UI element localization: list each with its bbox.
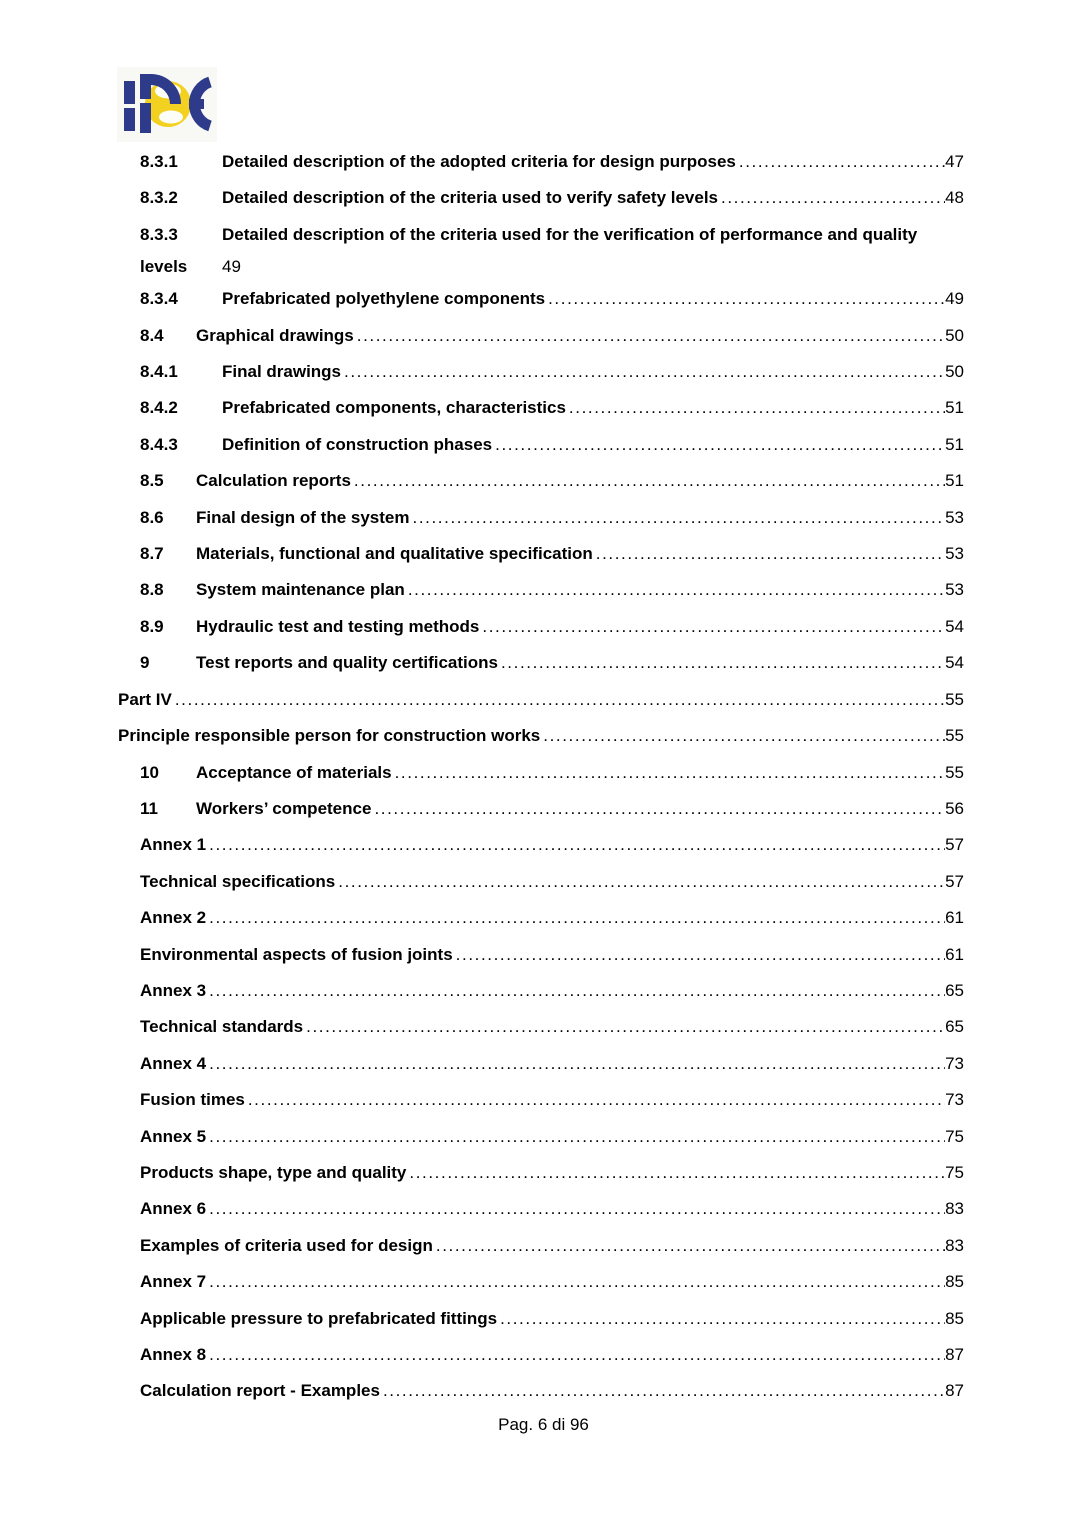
toc-entry[interactable] — [118, 791, 964, 827]
iip-logo — [117, 67, 217, 142]
dot-leader — [548, 281, 945, 317]
dot-leader — [395, 755, 945, 791]
toc-entry-title: Annex 8 — [140, 1345, 207, 1364]
dot-leader — [357, 318, 945, 354]
dot-leader — [596, 536, 945, 572]
toc-entry[interactable] — [118, 180, 964, 216]
dot-leader — [306, 1009, 945, 1045]
dot-leader — [338, 864, 945, 900]
toc-entry-page: 83 — [945, 1199, 964, 1219]
toc-entry-title: Fusion times — [140, 1090, 245, 1110]
dot-leader — [209, 1337, 945, 1373]
toc-entry-title: Prefabricated polyethylene components — [222, 289, 546, 309]
toc-entry-number: 8.7 — [140, 544, 164, 564]
toc-entry[interactable] — [118, 463, 964, 499]
toc-entry-page: 57 — [945, 871, 964, 891]
toc-entry-page: 53 — [945, 580, 964, 600]
toc-entry-page: 57 — [945, 835, 964, 855]
toc-entry-title: Definition of construction phases — [222, 434, 493, 454]
toc-entry-page: 56 — [945, 798, 964, 818]
toc-entry-page: 51 — [945, 434, 964, 454]
toc-entry-page: 61 — [945, 908, 964, 928]
toc-entry-page: 53 — [945, 507, 964, 527]
dot-leader — [408, 572, 945, 608]
toc-entry-title: Annex 3 — [140, 980, 207, 1000]
toc-entry-page: 83 — [945, 1235, 964, 1255]
toc-entry-title: Environmental aspects of fusion joints — [140, 944, 453, 964]
dot-leader — [501, 645, 945, 681]
toc-entry-page: 75 — [945, 1126, 964, 1146]
toc-entry-page: 65 — [945, 980, 964, 1000]
dot-leader — [482, 609, 945, 645]
toc-entry-number: levels — [140, 257, 188, 277]
toc-entry-title: 49 — [222, 257, 241, 277]
toc-entry-number: 8.8 — [140, 580, 164, 600]
toc-entry[interactable] — [118, 1264, 964, 1300]
toc-entry[interactable] — [118, 827, 964, 863]
table-of-contents — [118, 144, 964, 1410]
toc-entry-title: Annex 6 — [140, 1199, 207, 1219]
toc-entry-title: Materials, functional and qualitative specification — [196, 544, 593, 564]
toc-entry-number: 8.4.2 — [140, 398, 178, 418]
toc-entry[interactable] — [118, 1155, 964, 1191]
toc-entry[interactable] — [118, 536, 964, 572]
dot-leader — [543, 718, 945, 754]
dot-leader — [721, 180, 945, 216]
toc-entry[interactable] — [118, 937, 964, 973]
dot-leader — [500, 1301, 945, 1337]
dot-leader — [739, 144, 945, 180]
toc-entry-title: System maintenance plan — [196, 580, 405, 600]
toc-entry-number: 9 — [140, 653, 150, 673]
toc-entry-page: 87 — [945, 1345, 964, 1364]
toc-entry-page: 55 — [945, 762, 964, 782]
toc-entry[interactable] — [118, 1046, 964, 1082]
toc-entry[interactable] — [118, 645, 964, 681]
dot-leader — [209, 1119, 945, 1155]
toc-entry-title: Workers’ competence — [196, 798, 372, 818]
dot-leader — [569, 390, 945, 426]
toc-entry[interactable] — [118, 390, 964, 426]
toc-entry-title: Annex 5 — [140, 1126, 207, 1146]
toc-entry[interactable] — [118, 500, 964, 536]
toc-entry-title: Annex 7 — [140, 1272, 207, 1292]
toc-entry-page: 65 — [945, 1017, 964, 1037]
toc-entry-page: 51 — [945, 471, 964, 491]
dot-leader — [209, 827, 945, 863]
toc-entry[interactable] — [118, 1191, 964, 1227]
dot-leader — [209, 973, 945, 1009]
toc-entry-title: Detailed description of the criteria used for the verification of performance and quality — [222, 224, 918, 244]
toc-entry-number: 11 — [140, 798, 158, 818]
dot-leader — [209, 900, 945, 936]
dot-leader — [248, 1082, 945, 1118]
toc-entry-page: 50 — [945, 362, 964, 382]
toc-entry-page: 55 — [945, 689, 964, 709]
toc-entry-number: 8.3.3 — [140, 224, 178, 244]
toc-entry-title: Calculation report - Examples — [140, 1381, 380, 1401]
toc-entry-page: 53 — [945, 544, 964, 564]
toc-entry[interactable] — [118, 718, 964, 754]
toc-entry-page: 54 — [945, 653, 964, 673]
toc-entry-page: 61 — [945, 944, 964, 964]
toc-entry-number: 8.9 — [140, 616, 164, 636]
toc-entry[interactable] — [118, 427, 964, 463]
toc-entry-page: 85 — [945, 1272, 964, 1292]
toc-entry-title: Acceptance of materials — [196, 762, 392, 782]
toc-entry-page: 49 — [945, 289, 964, 309]
toc-entry-page: 73 — [945, 1090, 964, 1110]
dot-leader — [344, 354, 945, 390]
toc-entry[interactable] — [118, 144, 964, 180]
iip-logo-icon — [117, 67, 217, 142]
toc-entry-number: 8.4.3 — [140, 434, 178, 454]
toc-entry-title: Part IV — [118, 689, 172, 709]
dot-leader — [354, 463, 945, 499]
toc-entry-title: Prefabricated components, characteristics — [222, 398, 566, 418]
toc-entry[interactable] — [118, 864, 964, 900]
toc-entry-number: 8.6 — [140, 507, 164, 527]
toc-entry-title: Principle responsible person for construction works — [118, 726, 541, 746]
toc-entry-title: Final design of the system — [196, 507, 410, 527]
toc-entry-title: Technical specifications — [140, 871, 336, 891]
toc-entry-page: 47 — [945, 152, 964, 171]
toc-entry-title: Test reports and quality certifications — [196, 653, 498, 673]
dot-leader — [209, 1264, 945, 1300]
toc-entry[interactable] — [118, 217, 964, 253]
toc-entry[interactable] — [118, 1119, 964, 1155]
toc-entry-number: 8.3.2 — [140, 188, 178, 208]
toc-entry-number: 10 — [140, 762, 159, 782]
toc-entry[interactable] — [118, 281, 964, 317]
toc-entry-page: 73 — [945, 1053, 964, 1073]
toc-entry-page: 51 — [945, 398, 964, 418]
toc-entry[interactable] — [118, 1228, 964, 1264]
toc-entry-title: Calculation reports — [196, 471, 351, 491]
toc-entry-page: 50 — [945, 325, 964, 345]
toc-entry-page: 75 — [945, 1162, 964, 1182]
toc-entry[interactable] — [118, 609, 964, 645]
dot-leader — [209, 1191, 945, 1227]
toc-entry[interactable] — [118, 1009, 964, 1045]
toc-entry-title: Annex 1 — [140, 835, 207, 855]
toc-entry[interactable] — [118, 755, 964, 791]
dot-leader — [374, 791, 945, 827]
toc-entry-page: 85 — [945, 1308, 964, 1328]
toc-entry-title: Final drawings — [222, 362, 342, 382]
toc-entry-number: 8.4.1 — [140, 362, 178, 382]
toc-entry[interactable] — [118, 1373, 964, 1409]
dot-leader — [175, 682, 945, 718]
dot-leader — [413, 500, 946, 536]
toc-entry-number: 8.3.4 — [140, 289, 178, 309]
toc-entry-title: Annex 2 — [140, 908, 207, 928]
toc-entry[interactable] — [118, 1301, 964, 1337]
toc-entry-title: Annex 4 — [140, 1053, 207, 1073]
toc-entry-title: Detailed description of the adopted criteria for design purposes — [222, 152, 736, 171]
toc-entry-page: 54 — [945, 616, 964, 636]
toc-entry-page: 48 — [945, 188, 964, 208]
toc-entry-title: Detailed description of the criteria used to verify safety levels — [222, 188, 719, 208]
toc-entry[interactable] — [118, 1337, 964, 1373]
toc-entry-number: 8.3.1 — [140, 152, 178, 171]
dot-leader — [456, 937, 945, 973]
toc-entry-title: Graphical drawings — [196, 325, 354, 345]
toc-entry[interactable] — [118, 682, 964, 718]
toc-entry[interactable] — [118, 973, 964, 1009]
toc-entry-page: 55 — [945, 726, 964, 746]
toc-entry[interactable] — [118, 1082, 964, 1118]
toc-entry-title: Products shape, type and quality — [140, 1162, 407, 1182]
dot-leader — [383, 1373, 945, 1409]
toc-entry[interactable] — [118, 318, 964, 354]
toc-entry-number: 8.5 — [140, 471, 164, 491]
toc-entry[interactable] — [118, 354, 964, 390]
toc-entry-title: Applicable pressure to prefabricated fittings — [140, 1308, 498, 1328]
toc-entry[interactable] — [118, 253, 964, 281]
toc-entry[interactable] — [118, 572, 964, 608]
dot-leader — [436, 1228, 945, 1264]
page-number-footer: Pag. 6 di 96 — [498, 1415, 589, 1434]
dot-leader — [209, 1046, 945, 1082]
toc-entry-title: Technical standards — [140, 1017, 304, 1037]
toc-entry-title: Hydraulic test and testing methods — [196, 616, 480, 636]
toc-entry[interactable] — [118, 900, 964, 936]
toc-entry-title: Examples of criteria used for design — [140, 1235, 433, 1255]
dot-leader — [409, 1155, 945, 1191]
toc-entry-page: 87 — [945, 1381, 964, 1401]
toc-entry-number: 8.4 — [140, 325, 164, 345]
dot-leader — [495, 427, 945, 463]
